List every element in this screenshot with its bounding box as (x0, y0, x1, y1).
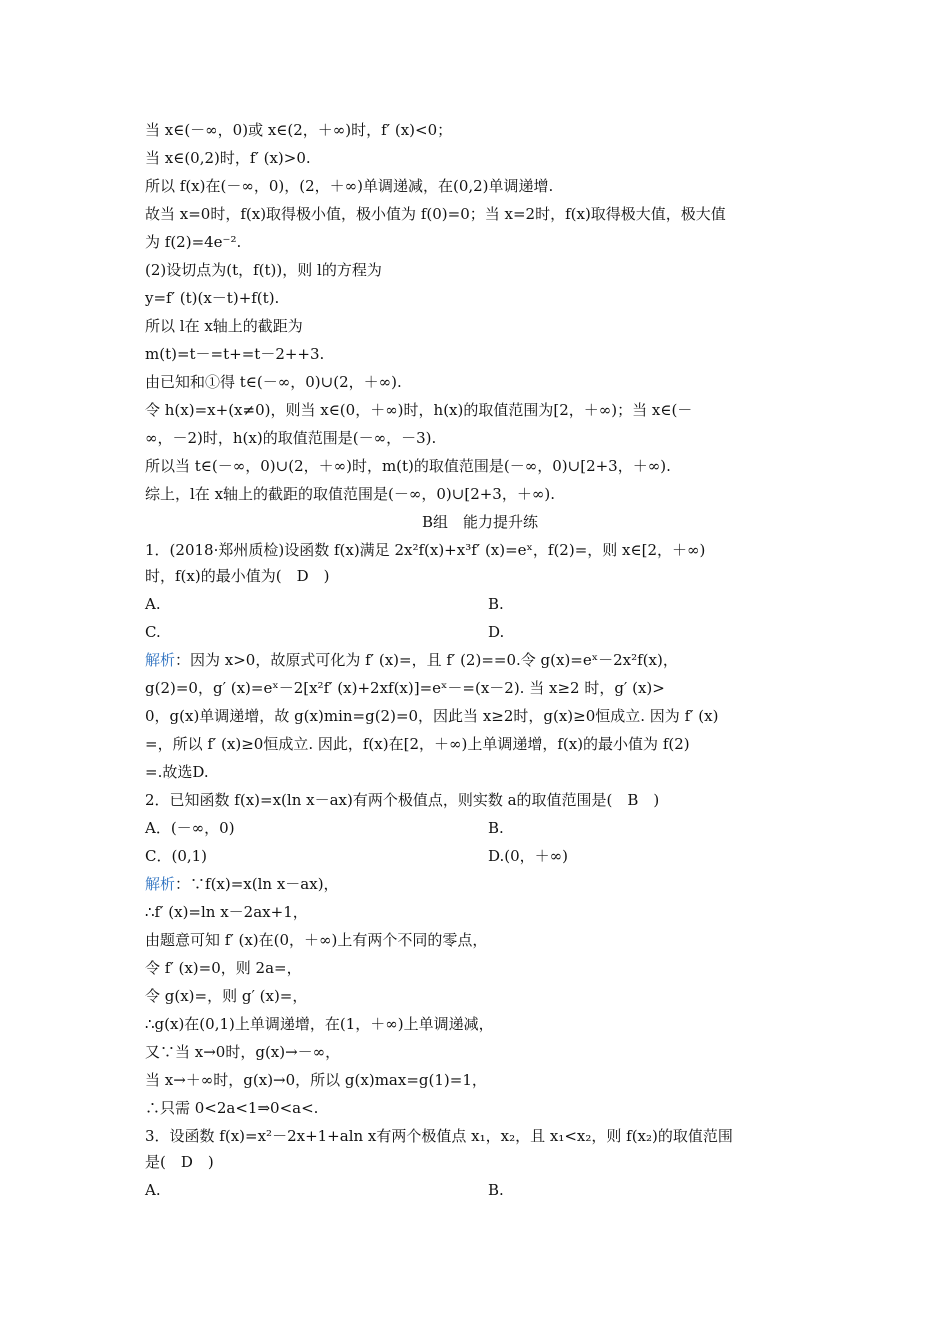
solution-label: 解析 (145, 651, 176, 669)
q2-solution-line: 由题意可知 f′ (x)在(0，＋∞)上有两个不同的零点， (145, 931, 488, 949)
q2-solution-line: ∴只需 0<2a<1⇒0<a<. (145, 1099, 319, 1117)
text-line: (2)设切点为(t，f(t))，则 l的方程为 (145, 261, 382, 279)
q2-option-b: B. (488, 819, 504, 837)
text-line: 故当 x=0时，f(x)取得极小值，极小值为 f(0)=0；当 x=2时，f(x)取得极大值，极大值 (145, 205, 726, 223)
q1-option-b: B. (488, 595, 504, 613)
q1-option-c: C. (145, 623, 161, 641)
text-line: 为 f(2)=4e⁻². (145, 233, 242, 251)
q2-solution-line: ∴g(x)在(0,1)上单调递增，在(1，＋∞)上单调递减， (145, 1015, 494, 1033)
text-line: m(t)=t－=t+=t－2++3. (145, 345, 325, 363)
q2-solution-line: ∴f′ (x)=ln x－2ax+1， (145, 903, 308, 921)
text-line: ∞，－2)时，h(x)的取值范围是(－∞，－3). (145, 429, 437, 447)
q1-solution-line: =.故选D. (145, 763, 209, 781)
q3-option-a: A. (145, 1181, 161, 1199)
q2-solution-line: 令 f′ (x)=0，则 2a=， (145, 959, 302, 977)
text-line: 所以 f(x)在(－∞，0)，(2，＋∞)单调递减，在(0,2)单调递增. (145, 177, 554, 195)
solution-text: ：∵f(x)=x(ln x－ax)， (175, 875, 339, 893)
text-line: 令 h(x)=x+(x≠0)，则当 x∈(0，＋∞)时，h(x)的取值范围为[2，＋∞)；当 x∈(－ (145, 401, 693, 419)
q1-solution-line: 0，g(x)单调递增，故 g(x)min=g(2)=0，因此当 x≥2时，g(x)≥0恒成立. 因为 f′ (x) (145, 707, 719, 725)
q3-option-b: B. (488, 1181, 504, 1199)
q2-solution-line: 当 x→＋∞时，g(x)→0，所以 g(x)max=g(1)=1， (145, 1071, 487, 1089)
text-line: 综上，l在 x轴上的截距的取值范围是(－∞，0)∪[2+3，＋∞). (145, 485, 555, 503)
question-3-stem: 3．设函数 f(x)=x²－2x+1+aln x有两个极值点 x₁，x₂，且 x₁<x₂，则 f(x₂)的取值范围 (145, 1127, 733, 1145)
q2-option-d: D.(0，＋∞) (488, 847, 569, 865)
q2-solution-line: 又∵当 x→0时，g(x)→－∞， (145, 1043, 341, 1061)
text-line: y=f′ (t)(x－t)+f(t). (145, 289, 280, 307)
q2-solution-line: 令 g(x)=，则 g′ (x)=， (145, 987, 308, 1005)
section-heading: B组 能力提升练 (421, 513, 539, 531)
text-line: 当 x∈(－∞，0)或 x∈(2，＋∞)时，f′ (x)<0； (145, 121, 453, 139)
q1-option-d: D. (488, 623, 505, 641)
q1-solution-line: g(2)=0，g′ (x)=eˣ－2[x²f′ (x)+2xf(x)]=eˣ－=(x－2). 当 x≥2 时，g′ (x)> (145, 679, 665, 697)
question-2-stem: 2．已知函数 f(x)=x(ln x－ax)有两个极值点，则实数 a的取值范围是( B ) (145, 791, 660, 809)
q1-solution-line: =，所以 f′ (x)≥0恒成立. 因此，f(x)在[2，＋∞)上单调递增，f(x)的最小值为 f(2) (145, 735, 690, 753)
q1-option-a: A. (145, 595, 161, 613)
text-line: 所以 l在 x轴上的截距为 (145, 317, 303, 335)
text-line: 当 x∈(0,2)时，f′ (x)>0. (145, 149, 311, 167)
q2-solution-line (145, 874, 815, 894)
question-1-stem: 1．(2018·郑州质检)设函数 f(x)满足 2x²f(x)+x³f′ (x)=eˣ，f(2)=，则 x∈[2，＋∞) (145, 541, 706, 559)
text-line: 所以当 t∈(－∞，0)∪(2，＋∞)时，m(t)的取值范围是(－∞，0)∪[2+3，＋∞). (145, 457, 671, 475)
q1-solution-line (145, 650, 815, 670)
q2-option-c: C．(0,1) (145, 847, 208, 865)
solution-label: 解析 (145, 875, 176, 893)
question-1-stem: 时，f(x)的最小值为( D ) (145, 567, 330, 585)
question-3-stem: 是( D ) (145, 1153, 214, 1171)
solution-text: ：因为 x>0，故原式可化为 f′ (x)=，且 f′ (2)==0.令 g(x)=eˣ－2x²f(x)， (175, 651, 678, 669)
text-line: 由已知和①得 t∈(－∞，0)∪(2，＋∞). (145, 373, 402, 391)
q2-option-a: A．(－∞，0) (145, 819, 235, 837)
